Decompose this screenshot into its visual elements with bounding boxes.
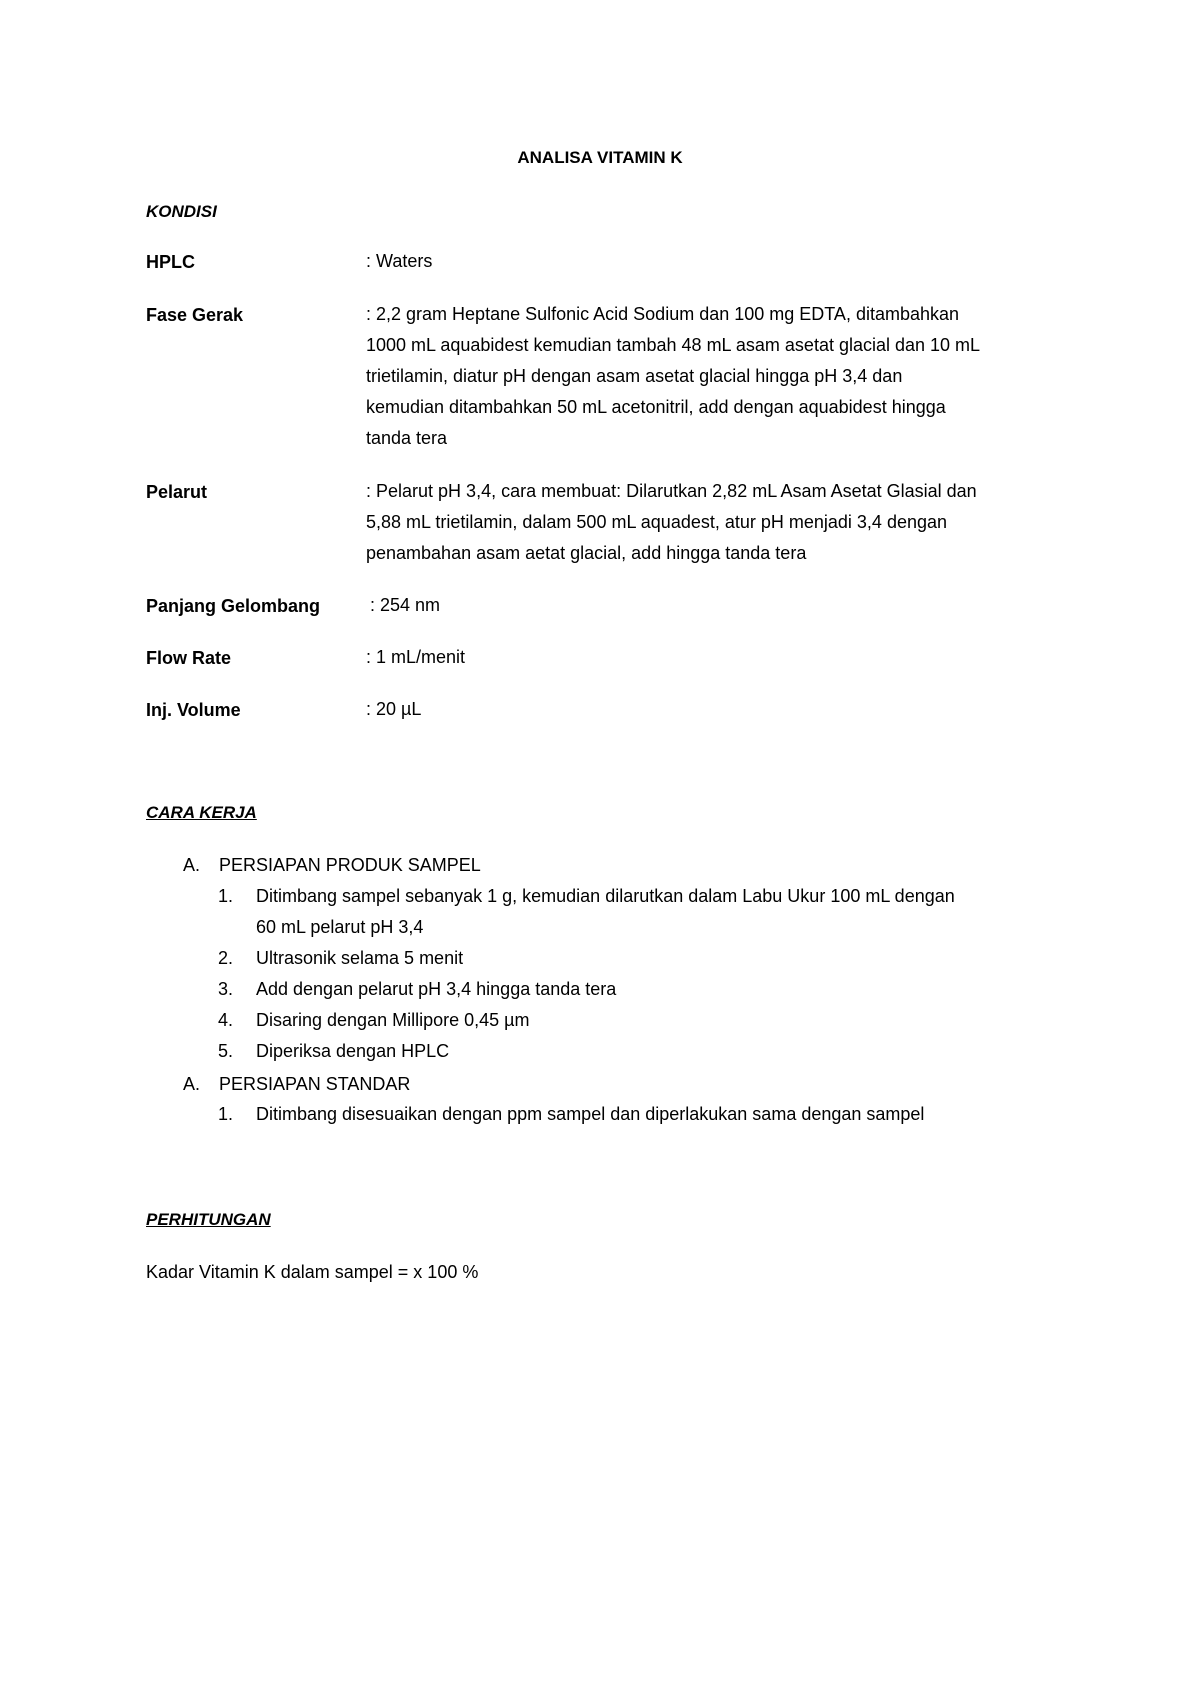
persiapan-standar-heading: A. PERSIAPAN STANDAR [183,1074,411,1094]
document-title: ANALISA VITAMIN K [517,148,683,167]
flow-rate-label: Flow Rate [146,648,232,668]
list-item: 2. Ultrasonik selama 5 menit [218,948,464,968]
persiapan-produk-sampel-heading: A. PERSIAPAN PRODUK SAMPEL [183,855,481,875]
list-item: 1. Ditimbang disesuaikan dengan ppm sampel dan diperlakukan sama dengan sampel [218,1104,925,1124]
fase-gerak-value: : 2,2 gram Heptane Sulfonic Acid Sodium dan 100 mg EDTA, ditambahkan 1000 mL aquabidest kemudian tambah 48 mL asam asetat glacial dan 10 mL trietilamin, diatur pH dengan asam asetat glacial hingga pH 3,4 dan kemudian ditambahkan 50 mL acetonitril, add dengan aquabidest hingga tanda tera [366,304,981,448]
hplc-value: : Waters [366,251,433,271]
hplc-label: HPLC [146,252,195,272]
inj-volume-value: : 20 µL [366,699,422,719]
kondisi-heading: KONDISI [146,202,217,221]
cara-kerja-heading: CARA KERJA [146,803,257,822]
list-item: 3. Add dengan pelarut pH 3,4 hingga tanda tera [218,979,617,999]
fase-gerak-label: Fase Gerak [146,305,244,325]
panjang-gelombang-value: : 254 nm [370,595,441,615]
pelarut-label: Pelarut [146,482,208,502]
list-item: 4. Disaring dengan Millipore 0,45 µm [218,1010,530,1030]
panjang-gelombang-label: Panjang Gelombang [146,596,321,616]
perhitungan-heading: PERHITUNGAN [146,1210,271,1229]
inj-volume-label: Inj. Volume [146,700,241,720]
pelarut-value: : Pelarut pH 3,4, cara membuat: Dilarutkan 2,82 mL Asam Asetat Glasial dan 5,88 mL trietilamin, dalam 500 mL aquadest, atur pH menjadi 3,4 dengan penambahan asam aetat glacial, add hingga tanda tera [366,481,977,563]
list-item: 1. Ditimbang sampel sebanyak 1 g, kemudian dilarutkan dalam Labu Ukur 100 mL dengan 60 mL pelarut pH 3,4 [218,886,955,937]
flow-rate-value: : 1 mL/menit [366,647,466,667]
perhitungan-formula: Kadar Vitamin K dalam sampel = x 100 % [146,1262,479,1282]
list-item: 5. Diperiksa dengan HPLC [218,1041,450,1061]
